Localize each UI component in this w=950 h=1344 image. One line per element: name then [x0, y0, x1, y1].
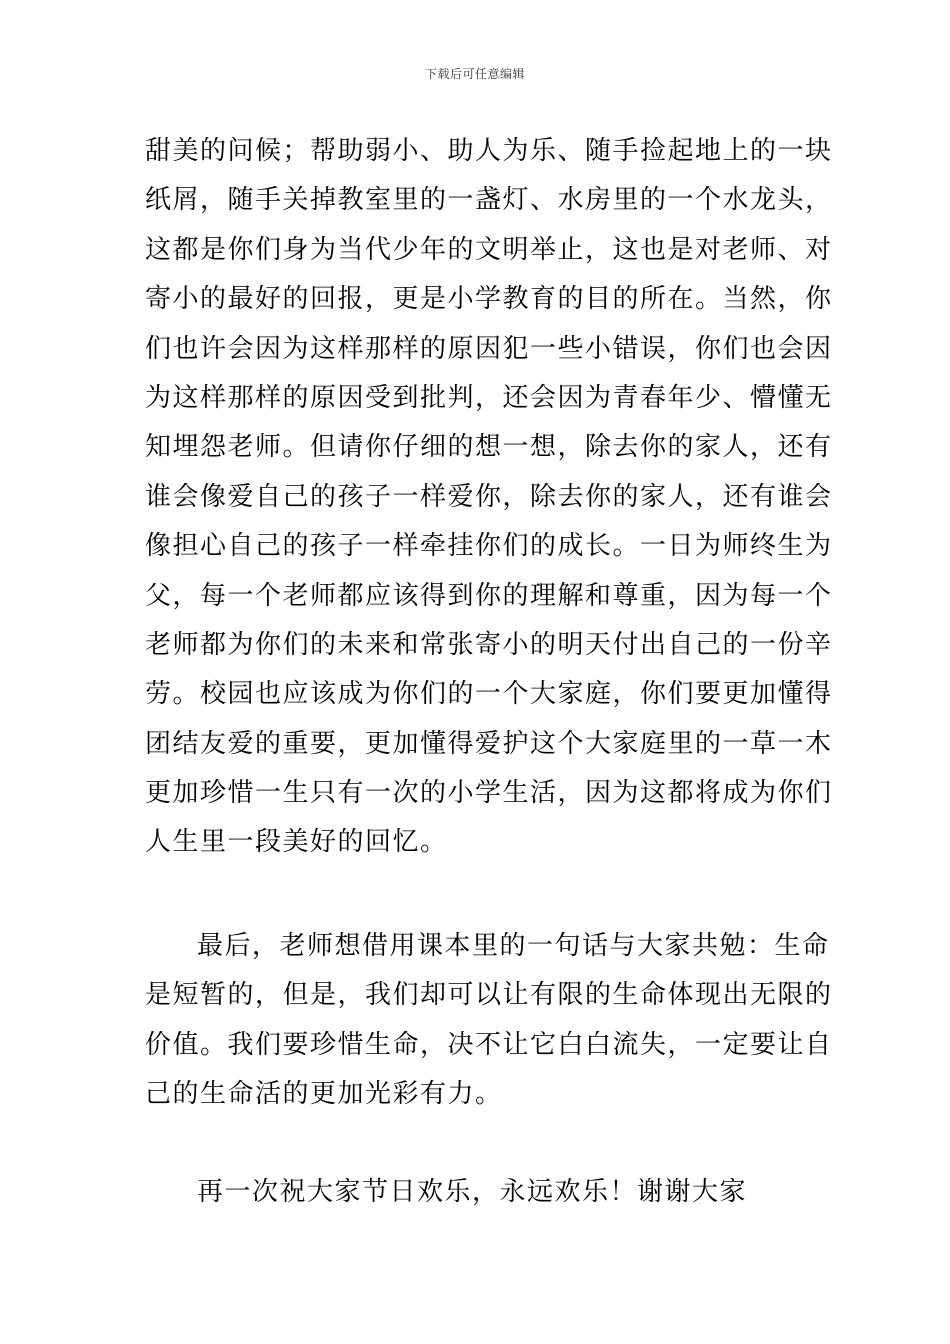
text-line: 为这样那样的原因受到批判，还会因为青春年少、懵懂无: [145, 382, 833, 413]
text-line: 最后，老师想借用课本里的一句话与大家共勉：生命: [197, 931, 830, 961]
text-line: 己的生命活的更加光彩有力。: [145, 1079, 503, 1110]
text-line: 这都是你们身为当代少年的文明举止，这也是对老师、对: [145, 234, 833, 265]
text-line: 谁会像爱自己的孩子一样爱你，除去你的家人，还有谁会: [145, 481, 833, 512]
text-line: 寄小的最好的回报，更是小学教育的目的所在。当然，你: [145, 284, 833, 315]
text-line: 甜美的问候；帮助弱小、助人为乐、随手捡起地上的一块: [145, 136, 833, 166]
paragraph-1: [145, 127, 833, 868]
paragraph-2: [145, 922, 833, 1120]
text-line: 再一次祝大家节日欢乐，永远欢乐！谢谢大家: [197, 1177, 748, 1207]
paragraph-3: [145, 1168, 810, 1217]
page-header: 下载后可任意编辑: [424, 67, 525, 81]
text-line: 们也许会因为这样那样的原因犯一些小错误，你们也会因: [145, 333, 833, 364]
text-line: 价值。我们要珍惜生命，决不让它白白流失，一定要让自: [145, 1029, 833, 1060]
text-line: 更加珍惜一生只有一次的小学生活，因为这都将成为你们: [145, 778, 833, 809]
text-line: 父，每一个老师都应该得到你的理解和尊重，因为每一个: [145, 580, 833, 611]
text-line: 像担心自己的孩子一样牵挂你们的成长。一日为师终生为: [145, 531, 833, 562]
text-line: 老师都为你们的未来和常张寄小的明天付出自己的一份辛: [145, 629, 833, 660]
text-line: 劳。校园也应该成为你们的一个大家庭，你们要更加懂得: [145, 679, 833, 710]
text-line: 是短暂的，但是，我们却可以让有限的生命体现出无限的: [145, 980, 833, 1011]
text-line: 知埋怨老师。但请你仔细的想一想，除去你的家人，还有: [145, 432, 833, 463]
text-line: 纸屑，随手关掉教室里的一盏灯、水房里的一个水龙头，: [145, 185, 833, 216]
text-line: 人生里一段美好的回忆。: [145, 827, 448, 858]
text-line: 团结友爱的重要，更加懂得爱护这个大家庭里的一草一木: [145, 728, 833, 759]
